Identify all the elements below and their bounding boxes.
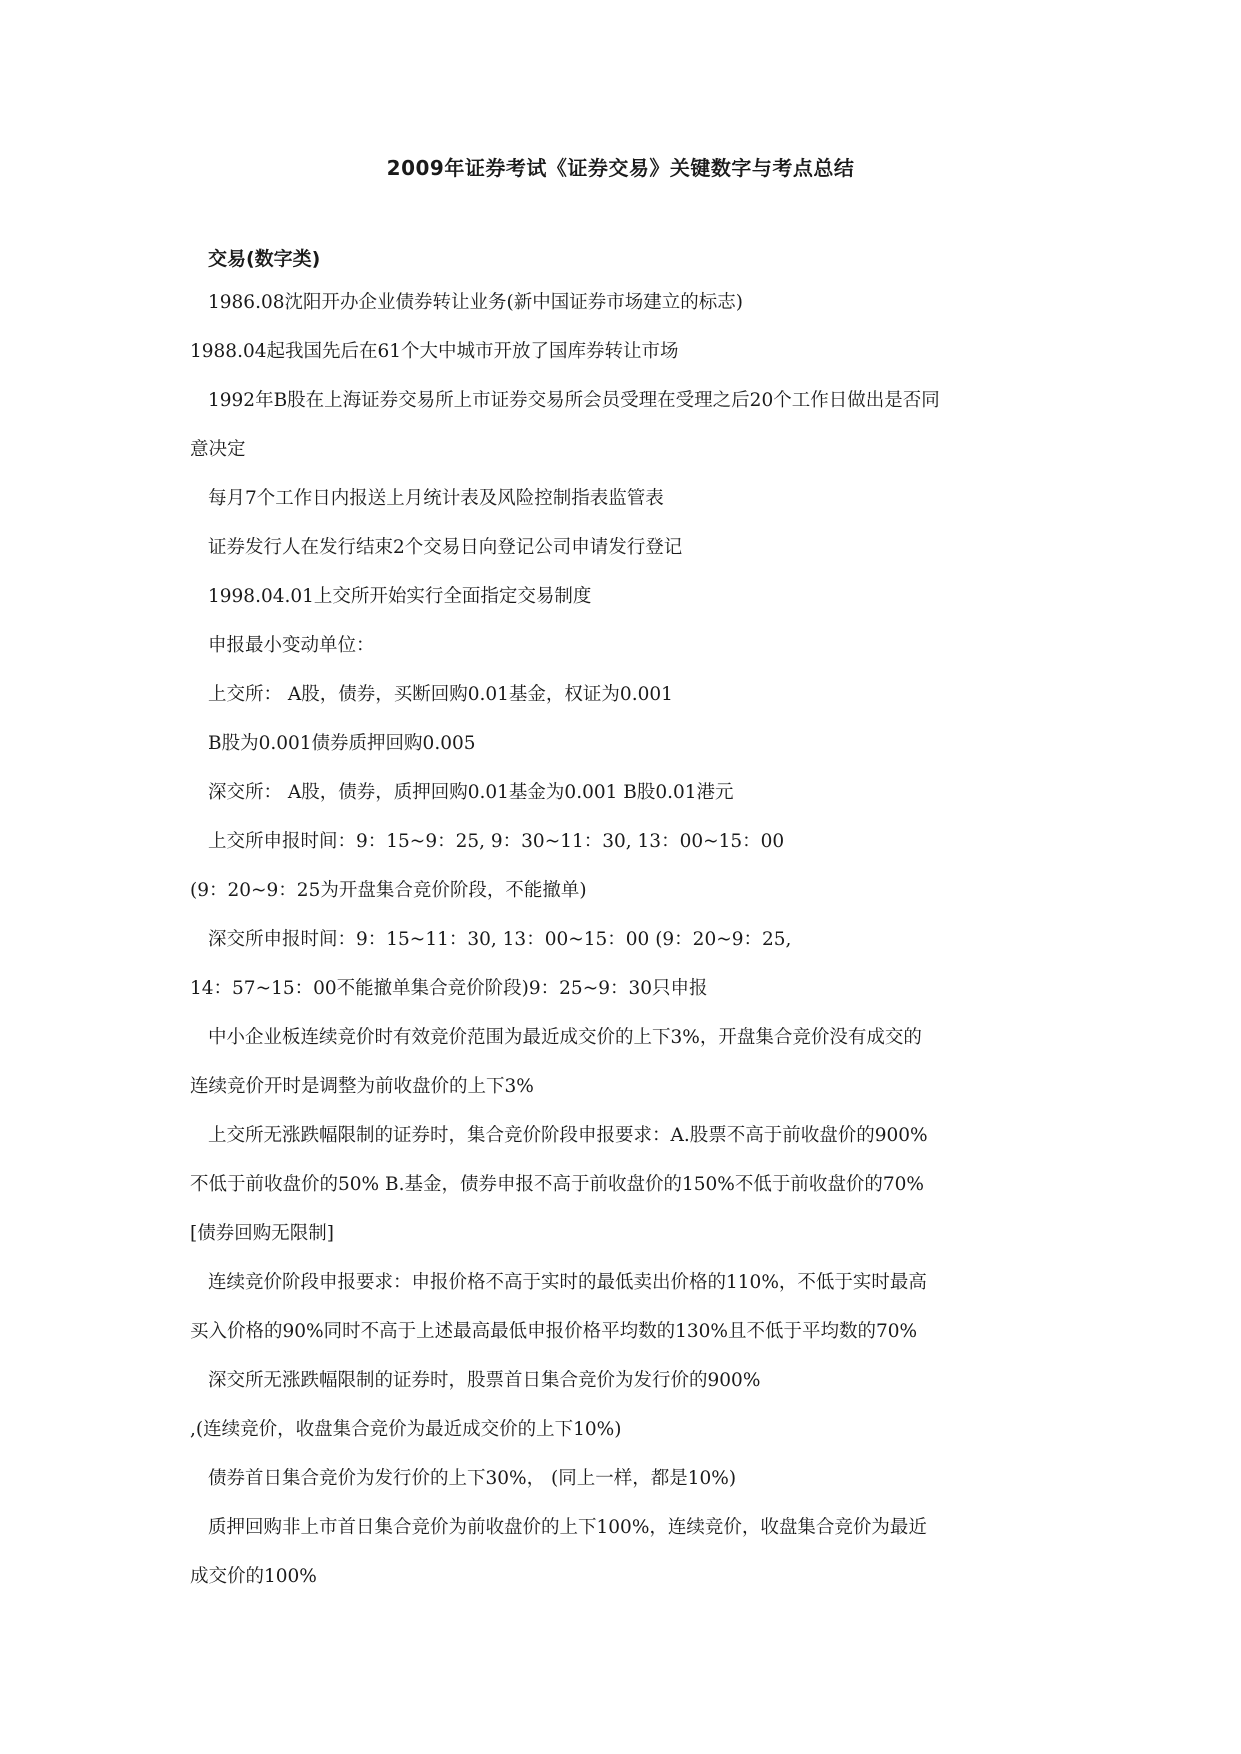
text-line: 深交所无涨跌幅限制的证券时，股票首日集合竞价为发行价的900%: [208, 1370, 761, 1391]
text-line: 1988.04起我国先后在61个大中城市开放了国库券转让市场: [190, 341, 679, 362]
text-line: 债券首日集合竞价为发行价的上下30%， (同上一样，都是10%): [208, 1468, 737, 1489]
text-line: ,(连续竞价，收盘集合竞价为最近成交价的上下10%): [190, 1419, 622, 1440]
text-line: 1998.04.01上交所开始实行全面指定交易制度: [208, 586, 592, 607]
text-line: 每月7个工作日内报送上月统计表及风险控制指表监管表: [208, 488, 664, 509]
text-line: [债券回购无限制]: [190, 1223, 334, 1244]
page-title: 2009年证券考试《证券交易》关键数字与考点总结: [386, 156, 855, 180]
text-line: 深交所： A股，债券，质押回购0.01基金为0.001 B股0.01港元: [208, 782, 734, 803]
text-line: 中小企业板连续竞价时有效竞价范围为最近成交价的上下3%，开盘集合竞价没有成交的: [208, 1027, 922, 1048]
text-line: 不低于前收盘价的50% B.基金，债券申报不高于前收盘价的150%不低于前收盘价的70%: [190, 1174, 924, 1195]
text-line: 质押回购非上市首日集合竞价为前收盘价的上下100%，连续竞价，收盘集合竞价为最近: [208, 1517, 927, 1538]
section-heading: 交易(数字类): [208, 248, 321, 270]
text-line: 上交所无涨跌幅限制的证券时，集合竞价阶段申报要求：A.股票不高于前收盘价的900%: [208, 1125, 928, 1146]
text-line: 买入价格的90%同时不高于上述最高最低申报价格平均数的130%且不低于平均数的70%: [190, 1321, 918, 1342]
text-line: 意决定: [190, 439, 246, 460]
text-line: 上交所： A股，债券，买断回购0.01基金，权证为0.001: [208, 684, 673, 705]
text-line: (9：20~9：25为开盘集合竞价阶段，不能撤单): [190, 880, 587, 901]
text-line: 深交所申报时间：9：15~11：30, 13：00~15：00 (9：20~9：25,: [208, 929, 792, 950]
text-line: 连续竞价阶段申报要求：申报价格不高于实时的最低卖出价格的110%，不低于实时最高: [208, 1272, 927, 1293]
text-line: 1986.08沈阳开办企业债券转让业务(新中国证券市场建立的标志): [208, 292, 743, 313]
text-line: 上交所申报时间：9：15~9：25, 9：30~11：30, 13：00~15：00: [208, 831, 785, 852]
text-line: 成交价的100%: [190, 1566, 317, 1587]
text-line: 连续竞价开时是调整为前收盘价的上下3%: [190, 1076, 534, 1097]
text-line: 14：57~15：00不能撤单集合竞价阶段)9：25~9：30只申报: [190, 978, 708, 999]
text-line: 1992年B股在上海证券交易所上市证券交易所会员受理在受理之后20个工作日做出是否同: [208, 390, 940, 411]
text-line: 证券发行人在发行结束2个交易日向登记公司申请发行登记: [208, 537, 683, 558]
text-line: B股为0.001债券质押回购0.005: [208, 733, 476, 754]
text-line: 申报最小变动单位：: [208, 635, 375, 656]
